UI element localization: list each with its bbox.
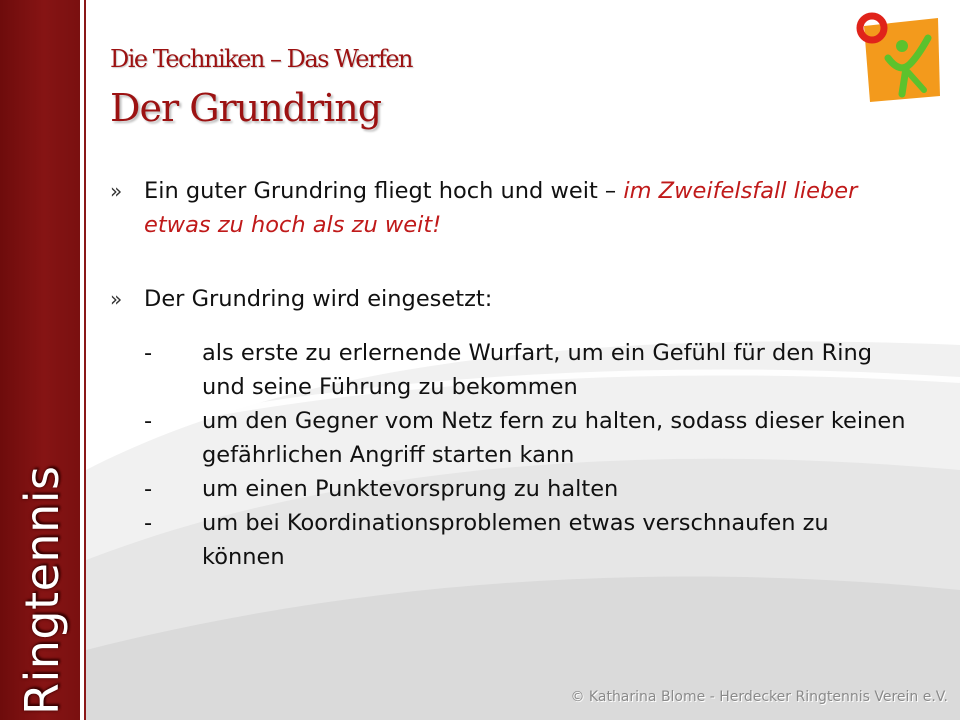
bullet-item [110, 282, 910, 316]
sub-list-item [144, 336, 910, 404]
ringtennis-player-logo-icon [852, 8, 944, 108]
dash-marker: - [144, 476, 153, 502]
dash-marker: - [144, 510, 153, 536]
bullet-marker: » [110, 287, 123, 311]
page-title: Der Grundring [110, 86, 382, 130]
sub-item-text: um bei Koordinationsproblemen etwas verschnaufen zu können [202, 510, 829, 570]
bullet-item [110, 174, 910, 242]
bullet-emphasis-text: im Zweifelsfall lieber etwas zu hoch als zu weit! [144, 178, 858, 238]
dash-marker: - [144, 340, 153, 366]
bullet-text: Ein guter Grundring fliegt hoch und weit – [144, 178, 624, 204]
footer-copyright: © Katharina Blome - Herdecker Ringtennis Verein e.V. [570, 689, 948, 705]
sub-item-text: um den Gegner vom Netz fern zu halten, sodass dieser keinen gefährlichen Angriff starten kann [202, 408, 906, 468]
sub-item-text: um einen Punktevorsprung zu halten [202, 476, 619, 502]
sidebar-brand-text: Ringtennis [15, 465, 69, 715]
sidebar-divider-accent [84, 0, 86, 720]
section-title: Die Techniken – Das Werfen [110, 45, 413, 73]
sidebar-divider [80, 0, 83, 720]
bullet-marker: » [110, 179, 123, 203]
bullet-text: Der Grundring wird eingesetzt: [144, 286, 493, 312]
sub-list-item [144, 404, 910, 472]
sub-item-text: als erste zu erlernende Wurfart, um ein Gefühl für den Ring und seine Führung zu bekommen [202, 340, 873, 400]
sub-list [110, 336, 910, 574]
sub-list-item [144, 472, 910, 506]
sub-list-item [144, 506, 910, 574]
dash-marker: - [144, 408, 153, 434]
slide-content [110, 174, 910, 574]
